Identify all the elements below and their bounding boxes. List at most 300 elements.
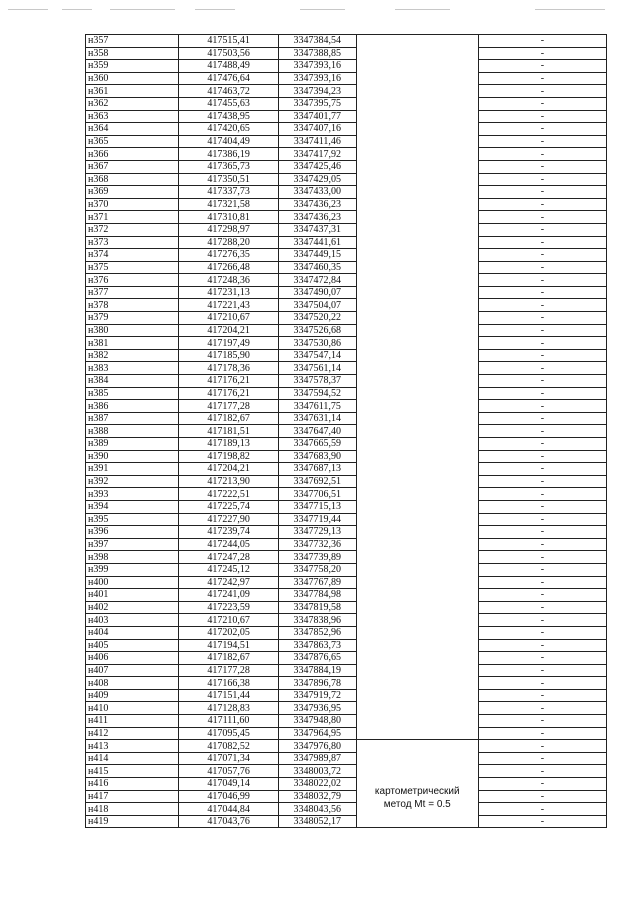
x-coordinate-cell: 417176,21 bbox=[179, 387, 278, 400]
point-id-cell: н371 bbox=[86, 211, 179, 224]
mark-cell: - bbox=[478, 463, 606, 476]
table-row bbox=[86, 110, 607, 123]
table-row bbox=[86, 274, 607, 287]
mark-cell: - bbox=[478, 626, 606, 639]
y-coordinate-cell: 3348032,79 bbox=[278, 790, 356, 803]
table-row bbox=[86, 35, 607, 48]
point-id-cell: н399 bbox=[86, 563, 179, 576]
table-row bbox=[86, 261, 607, 274]
y-coordinate-cell: 3347989,87 bbox=[278, 752, 356, 765]
table-row bbox=[86, 375, 607, 388]
y-coordinate-cell: 3347578,37 bbox=[278, 375, 356, 388]
x-coordinate-cell: 417210,67 bbox=[179, 614, 278, 627]
mark-cell: - bbox=[478, 412, 606, 425]
point-id-cell: н366 bbox=[86, 148, 179, 161]
x-coordinate-cell: 417222,51 bbox=[179, 488, 278, 501]
x-coordinate-cell: 417204,21 bbox=[179, 463, 278, 476]
mark-cell: - bbox=[478, 135, 606, 148]
table-row bbox=[86, 765, 607, 778]
mark-cell: - bbox=[478, 500, 606, 513]
x-coordinate-cell: 417404,49 bbox=[179, 135, 278, 148]
mark-cell: - bbox=[478, 450, 606, 463]
point-id-cell: н417 bbox=[86, 790, 179, 803]
point-id-cell: н359 bbox=[86, 60, 179, 73]
point-id-cell: н360 bbox=[86, 72, 179, 85]
y-coordinate-cell: 3347611,75 bbox=[278, 400, 356, 413]
mark-cell: - bbox=[478, 677, 606, 690]
table-row bbox=[86, 425, 607, 438]
table-row bbox=[86, 815, 607, 828]
point-id-cell: н409 bbox=[86, 689, 179, 702]
table-row bbox=[86, 664, 607, 677]
mark-cell: - bbox=[478, 715, 606, 728]
mark-cell: - bbox=[478, 173, 606, 186]
table-row bbox=[86, 160, 607, 173]
x-coordinate-cell: 417239,74 bbox=[179, 526, 278, 539]
x-coordinate-cell: 417476,64 bbox=[179, 72, 278, 85]
table-row bbox=[86, 526, 607, 539]
y-coordinate-cell: 3347436,23 bbox=[278, 211, 356, 224]
y-coordinate-cell: 3347411,46 bbox=[278, 135, 356, 148]
table-row bbox=[86, 790, 607, 803]
mark-cell: - bbox=[478, 274, 606, 287]
mark-cell: - bbox=[478, 438, 606, 451]
point-id-cell: н413 bbox=[86, 740, 179, 753]
point-id-cell: н376 bbox=[86, 274, 179, 287]
method-cell-empty bbox=[356, 35, 478, 740]
y-coordinate-cell: 3347395,75 bbox=[278, 97, 356, 110]
y-coordinate-cell: 3347472,84 bbox=[278, 274, 356, 287]
x-coordinate-cell: 417223,59 bbox=[179, 601, 278, 614]
table-row bbox=[86, 500, 607, 513]
mark-cell: - bbox=[478, 261, 606, 274]
point-id-cell: н385 bbox=[86, 387, 179, 400]
mark-cell: - bbox=[478, 362, 606, 375]
y-coordinate-cell: 3347876,65 bbox=[278, 652, 356, 665]
table-row bbox=[86, 740, 607, 753]
y-coordinate-cell: 3347490,07 bbox=[278, 286, 356, 299]
point-id-cell: н400 bbox=[86, 576, 179, 589]
x-coordinate-cell: 417438,95 bbox=[179, 110, 278, 123]
x-coordinate-cell: 417248,36 bbox=[179, 274, 278, 287]
mark-cell: - bbox=[478, 752, 606, 765]
point-id-cell: н398 bbox=[86, 551, 179, 564]
mark-cell: - bbox=[478, 160, 606, 173]
mark-cell: - bbox=[478, 85, 606, 98]
table-row bbox=[86, 60, 607, 73]
point-id-cell: н386 bbox=[86, 400, 179, 413]
point-id-cell: н390 bbox=[86, 450, 179, 463]
x-coordinate-cell: 417177,28 bbox=[179, 664, 278, 677]
y-coordinate-cell: 3347665,59 bbox=[278, 438, 356, 451]
table-row bbox=[86, 211, 607, 224]
point-id-cell: н415 bbox=[86, 765, 179, 778]
table-row bbox=[86, 652, 607, 665]
point-id-cell: н396 bbox=[86, 526, 179, 539]
table-row bbox=[86, 639, 607, 652]
y-coordinate-cell: 3347417,92 bbox=[278, 148, 356, 161]
x-coordinate-cell: 417455,63 bbox=[179, 97, 278, 110]
y-coordinate-cell: 3347393,16 bbox=[278, 60, 356, 73]
mark-cell: - bbox=[478, 702, 606, 715]
mark-cell: - bbox=[478, 614, 606, 627]
y-coordinate-cell: 3347919,72 bbox=[278, 689, 356, 702]
y-coordinate-cell: 3347437,31 bbox=[278, 223, 356, 236]
point-id-cell: н380 bbox=[86, 324, 179, 337]
point-id-cell: н388 bbox=[86, 425, 179, 438]
table-row bbox=[86, 337, 607, 350]
method-cell bbox=[356, 740, 478, 828]
point-id-cell: н405 bbox=[86, 639, 179, 652]
mark-cell: - bbox=[478, 652, 606, 665]
point-id-cell: н403 bbox=[86, 614, 179, 627]
y-coordinate-cell: 3347976,80 bbox=[278, 740, 356, 753]
point-id-cell: н414 bbox=[86, 752, 179, 765]
y-coordinate-cell: 3347729,13 bbox=[278, 526, 356, 539]
point-id-cell: н401 bbox=[86, 589, 179, 602]
y-coordinate-cell: 3347449,15 bbox=[278, 249, 356, 262]
point-id-cell: н393 bbox=[86, 488, 179, 501]
y-coordinate-cell: 3347441,61 bbox=[278, 236, 356, 249]
mark-cell: - bbox=[478, 148, 606, 161]
mark-cell: - bbox=[478, 589, 606, 602]
point-id-cell: н395 bbox=[86, 513, 179, 526]
mark-cell: - bbox=[478, 211, 606, 224]
y-coordinate-cell: 3347631,14 bbox=[278, 412, 356, 425]
table-row bbox=[86, 324, 607, 337]
y-coordinate-cell: 3347425,46 bbox=[278, 160, 356, 173]
y-coordinate-cell: 3347547,14 bbox=[278, 349, 356, 362]
table-row bbox=[86, 236, 607, 249]
point-id-cell: н408 bbox=[86, 677, 179, 690]
y-coordinate-cell: 3347767,89 bbox=[278, 576, 356, 589]
y-coordinate-cell: 3347394,23 bbox=[278, 85, 356, 98]
coordinates-table bbox=[85, 34, 607, 828]
y-coordinate-cell: 3347384,54 bbox=[278, 35, 356, 48]
x-coordinate-cell: 417515,41 bbox=[179, 35, 278, 48]
coordinates-table-body bbox=[86, 35, 607, 828]
mark-cell: - bbox=[478, 727, 606, 740]
table-row bbox=[86, 362, 607, 375]
point-id-cell: н387 bbox=[86, 412, 179, 425]
mark-cell: - bbox=[478, 400, 606, 413]
point-id-cell: н397 bbox=[86, 538, 179, 551]
y-coordinate-cell: 3347594,52 bbox=[278, 387, 356, 400]
y-coordinate-cell: 3347884,19 bbox=[278, 664, 356, 677]
table-row bbox=[86, 551, 607, 564]
table-row bbox=[86, 249, 607, 262]
mark-cell: - bbox=[478, 123, 606, 136]
mark-cell: - bbox=[478, 324, 606, 337]
mark-cell: - bbox=[478, 689, 606, 702]
mark-cell: - bbox=[478, 60, 606, 73]
x-coordinate-cell: 417488,49 bbox=[179, 60, 278, 73]
mark-cell: - bbox=[478, 375, 606, 388]
point-id-cell: н416 bbox=[86, 778, 179, 791]
method-label-line-2: метод Mt = 0.5 bbox=[383, 798, 451, 810]
x-coordinate-cell: 417178,36 bbox=[179, 362, 278, 375]
x-coordinate-cell: 417245,12 bbox=[179, 563, 278, 576]
point-id-cell: н377 bbox=[86, 286, 179, 299]
y-coordinate-cell: 3348043,56 bbox=[278, 803, 356, 816]
y-coordinate-cell: 3347715,13 bbox=[278, 500, 356, 513]
point-id-cell: н392 bbox=[86, 475, 179, 488]
mark-cell: - bbox=[478, 538, 606, 551]
y-coordinate-cell: 3348003,72 bbox=[278, 765, 356, 778]
x-coordinate-cell: 417365,73 bbox=[179, 160, 278, 173]
x-coordinate-cell: 417227,90 bbox=[179, 513, 278, 526]
mark-cell: - bbox=[478, 765, 606, 778]
mark-cell: - bbox=[478, 790, 606, 803]
table-row bbox=[86, 513, 607, 526]
table-row bbox=[86, 689, 607, 702]
table-row bbox=[86, 223, 607, 236]
y-coordinate-cell: 3347719,44 bbox=[278, 513, 356, 526]
table-row bbox=[86, 601, 607, 614]
y-coordinate-cell: 3348052,17 bbox=[278, 815, 356, 828]
y-coordinate-cell: 3348022,02 bbox=[278, 778, 356, 791]
mark-cell: - bbox=[478, 563, 606, 576]
table-row bbox=[86, 312, 607, 325]
x-coordinate-cell: 417503,56 bbox=[179, 47, 278, 60]
y-coordinate-cell: 3347706,51 bbox=[278, 488, 356, 501]
point-id-cell: н363 bbox=[86, 110, 179, 123]
y-coordinate-cell: 3347530,86 bbox=[278, 337, 356, 350]
table-row bbox=[86, 475, 607, 488]
y-coordinate-cell: 3347936,95 bbox=[278, 702, 356, 715]
table-row bbox=[86, 438, 607, 451]
point-id-cell: н370 bbox=[86, 198, 179, 211]
point-id-cell: н389 bbox=[86, 438, 179, 451]
mark-cell: - bbox=[478, 778, 606, 791]
mark-cell: - bbox=[478, 299, 606, 312]
point-id-cell: н411 bbox=[86, 715, 179, 728]
point-id-cell: н404 bbox=[86, 626, 179, 639]
mark-cell: - bbox=[478, 198, 606, 211]
x-coordinate-cell: 417151,44 bbox=[179, 689, 278, 702]
y-coordinate-cell: 3347739,89 bbox=[278, 551, 356, 564]
x-coordinate-cell: 417225,74 bbox=[179, 500, 278, 513]
point-id-cell: н364 bbox=[86, 123, 179, 136]
y-coordinate-cell: 3347526,68 bbox=[278, 324, 356, 337]
method-label-line-1: картометрический bbox=[374, 785, 460, 797]
x-coordinate-cell: 417386,19 bbox=[179, 148, 278, 161]
y-coordinate-cell: 3347863,73 bbox=[278, 639, 356, 652]
point-id-cell: н372 bbox=[86, 223, 179, 236]
table-row bbox=[86, 135, 607, 148]
mark-cell: - bbox=[478, 97, 606, 110]
y-coordinate-cell: 3347393,16 bbox=[278, 72, 356, 85]
point-id-cell: н384 bbox=[86, 375, 179, 388]
point-id-cell: н361 bbox=[86, 85, 179, 98]
y-coordinate-cell: 3347838,96 bbox=[278, 614, 356, 627]
x-coordinate-cell: 417350,51 bbox=[179, 173, 278, 186]
point-id-cell: н407 bbox=[86, 664, 179, 677]
mark-cell: - bbox=[478, 387, 606, 400]
mark-cell: - bbox=[478, 72, 606, 85]
table-row bbox=[86, 198, 607, 211]
table-row bbox=[86, 97, 607, 110]
table-row bbox=[86, 349, 607, 362]
table-row bbox=[86, 286, 607, 299]
y-coordinate-cell: 3347504,07 bbox=[278, 299, 356, 312]
point-id-cell: н373 bbox=[86, 236, 179, 249]
table-row bbox=[86, 173, 607, 186]
point-id-cell: н382 bbox=[86, 349, 179, 362]
table-row bbox=[86, 400, 607, 413]
mark-cell: - bbox=[478, 249, 606, 262]
y-coordinate-cell: 3347388,85 bbox=[278, 47, 356, 60]
mark-cell: - bbox=[478, 110, 606, 123]
x-coordinate-cell: 417049,14 bbox=[179, 778, 278, 791]
point-id-cell: н357 bbox=[86, 35, 179, 48]
x-coordinate-cell: 417463,72 bbox=[179, 85, 278, 98]
table-row bbox=[86, 576, 607, 589]
table-row bbox=[86, 803, 607, 816]
x-coordinate-cell: 417189,13 bbox=[179, 438, 278, 451]
table-row bbox=[86, 677, 607, 690]
x-coordinate-cell: 417044,84 bbox=[179, 803, 278, 816]
y-coordinate-cell: 3347401,77 bbox=[278, 110, 356, 123]
table-row bbox=[86, 123, 607, 136]
y-coordinate-cell: 3347687,13 bbox=[278, 463, 356, 476]
table-row bbox=[86, 702, 607, 715]
point-id-cell: н365 bbox=[86, 135, 179, 148]
x-coordinate-cell: 417043,76 bbox=[179, 815, 278, 828]
x-coordinate-cell: 417241,09 bbox=[179, 589, 278, 602]
x-coordinate-cell: 417181,51 bbox=[179, 425, 278, 438]
x-coordinate-cell: 417266,48 bbox=[179, 261, 278, 274]
x-coordinate-cell: 417166,38 bbox=[179, 677, 278, 690]
table-row bbox=[86, 186, 607, 199]
x-coordinate-cell: 417242,97 bbox=[179, 576, 278, 589]
x-coordinate-cell: 417197,49 bbox=[179, 337, 278, 350]
y-coordinate-cell: 3347852,96 bbox=[278, 626, 356, 639]
point-id-cell: н391 bbox=[86, 463, 179, 476]
mark-cell: - bbox=[478, 815, 606, 828]
x-coordinate-cell: 417046,99 bbox=[179, 790, 278, 803]
table-row bbox=[86, 752, 607, 765]
x-coordinate-cell: 417244,05 bbox=[179, 538, 278, 551]
mark-cell: - bbox=[478, 639, 606, 652]
mark-cell: - bbox=[478, 576, 606, 589]
table-row bbox=[86, 715, 607, 728]
y-coordinate-cell: 3347692,51 bbox=[278, 475, 356, 488]
x-coordinate-cell: 417182,67 bbox=[179, 412, 278, 425]
mark-cell: - bbox=[478, 601, 606, 614]
y-coordinate-cell: 3347732,36 bbox=[278, 538, 356, 551]
x-coordinate-cell: 417194,51 bbox=[179, 639, 278, 652]
x-coordinate-cell: 417420,65 bbox=[179, 123, 278, 136]
point-id-cell: н383 bbox=[86, 362, 179, 375]
x-coordinate-cell: 417176,21 bbox=[179, 375, 278, 388]
x-coordinate-cell: 417071,34 bbox=[179, 752, 278, 765]
mark-cell: - bbox=[478, 664, 606, 677]
y-coordinate-cell: 3347433,00 bbox=[278, 186, 356, 199]
y-coordinate-cell: 3347819,58 bbox=[278, 601, 356, 614]
x-coordinate-cell: 417082,52 bbox=[179, 740, 278, 753]
mark-cell: - bbox=[478, 286, 606, 299]
table-row bbox=[86, 47, 607, 60]
table-row bbox=[86, 727, 607, 740]
x-coordinate-cell: 417221,43 bbox=[179, 299, 278, 312]
mark-cell: - bbox=[478, 349, 606, 362]
mark-cell: - bbox=[478, 475, 606, 488]
x-coordinate-cell: 417095,45 bbox=[179, 727, 278, 740]
x-coordinate-cell: 417177,28 bbox=[179, 400, 278, 413]
table-row bbox=[86, 626, 607, 639]
point-id-cell: н402 bbox=[86, 601, 179, 614]
table-row bbox=[86, 299, 607, 312]
table-row bbox=[86, 450, 607, 463]
table-row bbox=[86, 85, 607, 98]
mark-cell: - bbox=[478, 513, 606, 526]
table-row bbox=[86, 778, 607, 791]
table-row bbox=[86, 148, 607, 161]
x-coordinate-cell: 417337,73 bbox=[179, 186, 278, 199]
x-coordinate-cell: 417185,90 bbox=[179, 349, 278, 362]
mark-cell: - bbox=[478, 526, 606, 539]
mark-cell: - bbox=[478, 803, 606, 816]
point-id-cell: н419 bbox=[86, 815, 179, 828]
x-coordinate-cell: 417213,90 bbox=[179, 475, 278, 488]
point-id-cell: н374 bbox=[86, 249, 179, 262]
x-coordinate-cell: 417202,05 bbox=[179, 626, 278, 639]
point-id-cell: н362 bbox=[86, 97, 179, 110]
mark-cell: - bbox=[478, 337, 606, 350]
point-id-cell: н412 bbox=[86, 727, 179, 740]
x-coordinate-cell: 417298,97 bbox=[179, 223, 278, 236]
mark-cell: - bbox=[478, 488, 606, 501]
point-id-cell: н381 bbox=[86, 337, 179, 350]
x-coordinate-cell: 417310,81 bbox=[179, 211, 278, 224]
table-row bbox=[86, 387, 607, 400]
mark-cell: - bbox=[478, 35, 606, 48]
point-id-cell: н418 bbox=[86, 803, 179, 816]
x-coordinate-cell: 417204,21 bbox=[179, 324, 278, 337]
x-coordinate-cell: 417321,58 bbox=[179, 198, 278, 211]
table-row bbox=[86, 538, 607, 551]
y-coordinate-cell: 3347460,35 bbox=[278, 261, 356, 274]
point-id-cell: н367 bbox=[86, 160, 179, 173]
mark-cell: - bbox=[478, 425, 606, 438]
point-id-cell: н368 bbox=[86, 173, 179, 186]
point-id-cell: н358 bbox=[86, 47, 179, 60]
x-coordinate-cell: 417198,82 bbox=[179, 450, 278, 463]
y-coordinate-cell: 3347784,98 bbox=[278, 589, 356, 602]
y-coordinate-cell: 3347758,20 bbox=[278, 563, 356, 576]
point-id-cell: н379 bbox=[86, 312, 179, 325]
point-id-cell: н369 bbox=[86, 186, 179, 199]
point-id-cell: н406 bbox=[86, 652, 179, 665]
x-coordinate-cell: 417182,67 bbox=[179, 652, 278, 665]
table-row bbox=[86, 72, 607, 85]
y-coordinate-cell: 3347896,78 bbox=[278, 677, 356, 690]
mark-cell: - bbox=[478, 186, 606, 199]
x-coordinate-cell: 417231,13 bbox=[179, 286, 278, 299]
scan-header-marks bbox=[0, 0, 640, 18]
y-coordinate-cell: 3347683,90 bbox=[278, 450, 356, 463]
y-coordinate-cell: 3347561,14 bbox=[278, 362, 356, 375]
point-id-cell: н410 bbox=[86, 702, 179, 715]
y-coordinate-cell: 3347407,16 bbox=[278, 123, 356, 136]
x-coordinate-cell: 417288,20 bbox=[179, 236, 278, 249]
table-row bbox=[86, 488, 607, 501]
mark-cell: - bbox=[478, 740, 606, 753]
mark-cell: - bbox=[478, 223, 606, 236]
y-coordinate-cell: 3347436,23 bbox=[278, 198, 356, 211]
y-coordinate-cell: 3347964,95 bbox=[278, 727, 356, 740]
